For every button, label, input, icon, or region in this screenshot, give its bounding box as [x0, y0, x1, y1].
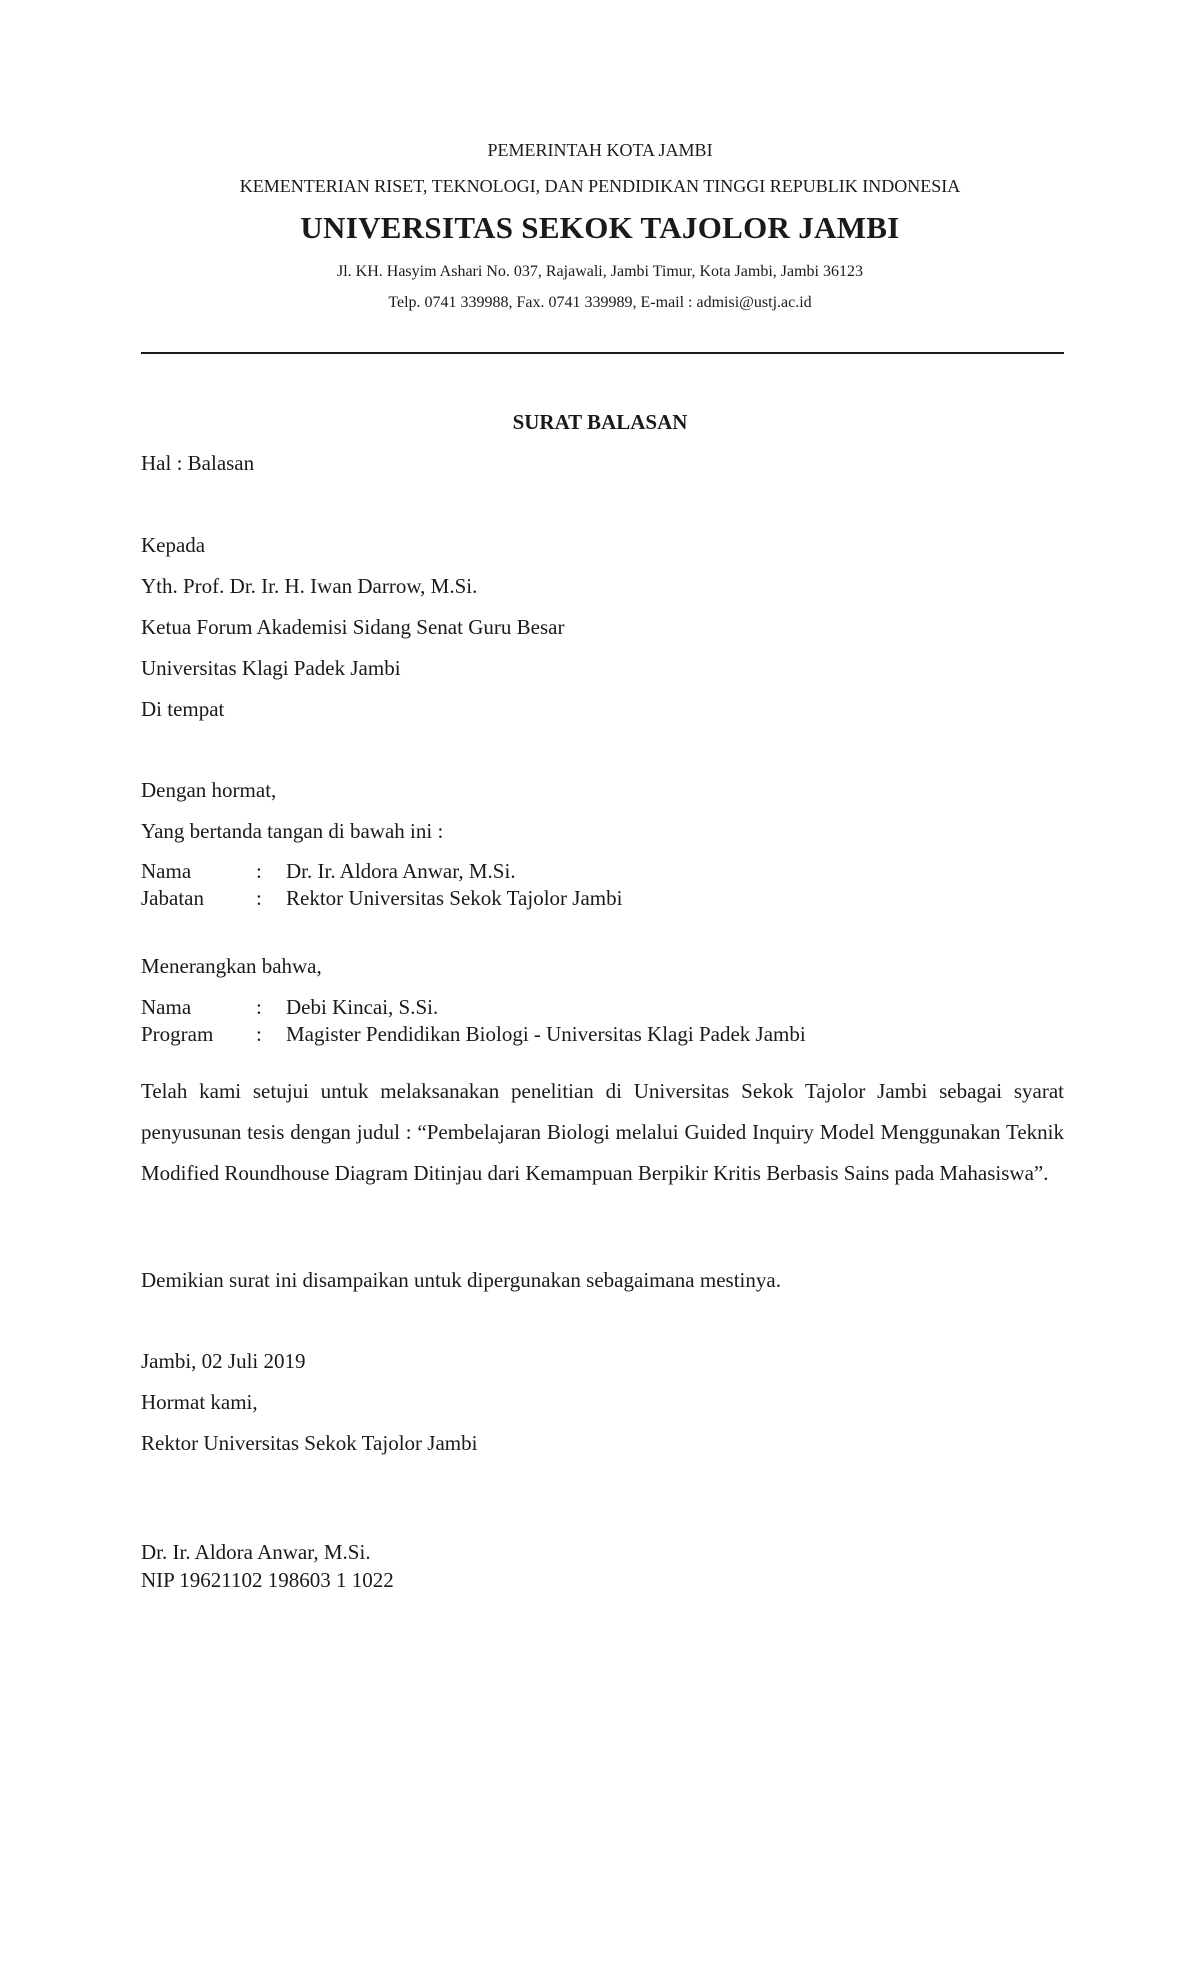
- signer-field-row: [141, 886, 622, 911]
- field-separator: :: [256, 886, 262, 910]
- field-value: Rektor Universitas Sekok Tajolor Jambi: [286, 886, 623, 910]
- recipient-name: Yth. Prof. Dr. Ir. H. Iwan Darrow, M.Si.: [141, 574, 478, 598]
- signer-field-row: [141, 859, 516, 884]
- body-paragraph: Telah kami setujui untuk melaksanakan penelitian di Universitas Sekok Tajolor Jambi sebagai syarat penyusunan tesis dengan judul : “Pembelajaran Biologi melalui Guided Inquiry Model Menggunakan Teknik Modified Roundhouse Diagram Ditinjau dari Kemampuan Berpikir Kritis Berbasis Sains pada Mahasiswa”.: [141, 1079, 1064, 1185]
- letterhead-institution: UNIVERSITAS SEKOK TAJOLOR JAMBI: [300, 210, 900, 245]
- field-separator: :: [256, 1022, 262, 1046]
- field-key: Program: [141, 1022, 214, 1046]
- closing-paragraph: Demikian surat ini disampaikan untuk dipergunakan sebagaimana mestinya.: [141, 1268, 781, 1292]
- field-value: Magister Pendidikan Biologi - Universitas Klagi Padek Jambi: [286, 1022, 806, 1046]
- signature-name: Dr. Ir. Aldora Anwar, M.Si.: [141, 1540, 371, 1564]
- recipient-to: Kepada: [141, 533, 206, 557]
- subject-field-row: [141, 1022, 806, 1047]
- letter-title: SURAT BALASAN: [512, 410, 688, 434]
- opening-greeting: Dengan hormat,: [141, 778, 277, 802]
- field-key: Nama: [141, 859, 192, 883]
- signature-nip: NIP 19621102 198603 1 1022: [141, 1568, 394, 1592]
- signature-regards: Hormat kami,: [141, 1390, 258, 1414]
- field-value: Debi Kincai, S.Si.: [286, 995, 439, 1019]
- field-separator: :: [256, 995, 262, 1019]
- letterhead-government: PEMERINTAH KOTA JAMBI: [487, 140, 713, 160]
- signer-intro: Yang bertanda tangan di bawah ini :: [141, 819, 444, 843]
- recipient-position: Ketua Forum Akademisi Sidang Senat Guru Besar: [141, 615, 565, 639]
- field-key: Nama: [141, 995, 192, 1019]
- letterhead-address: Jl. KH. Hasyim Ashari No. 037, Rajawali, Jambi Timur, Kota Jambi, Jambi 36123: [336, 263, 863, 280]
- letterhead-ministry: KEMENTERIAN RISET, TEKNOLOGI, DAN PENDIDIKAN TINGGI REPUBLIK INDONESIA: [239, 176, 961, 196]
- recipient-place: Di tempat: [141, 697, 225, 721]
- field-key: Jabatan: [141, 886, 204, 910]
- field-value: Dr. Ir. Aldora Anwar, M.Si.: [286, 859, 516, 883]
- subject-field-row: [141, 995, 438, 1020]
- letterhead-contact: Telp. 0741 339988, Fax. 0741 339989, E-mail : admisi@ustj.ac.id: [388, 294, 812, 311]
- field-separator: :: [256, 859, 262, 883]
- letterhead-divider: [141, 352, 1064, 354]
- signature-title: Rektor Universitas Sekok Tajolor Jambi: [141, 1431, 478, 1455]
- statement-intro: Menerangkan bahwa,: [141, 954, 322, 978]
- recipient-institution: Universitas Klagi Padek Jambi: [141, 656, 401, 680]
- letter-subject: Hal : Balasan: [141, 451, 255, 475]
- signature-place-date: Jambi, 02 Juli 2019: [141, 1349, 306, 1373]
